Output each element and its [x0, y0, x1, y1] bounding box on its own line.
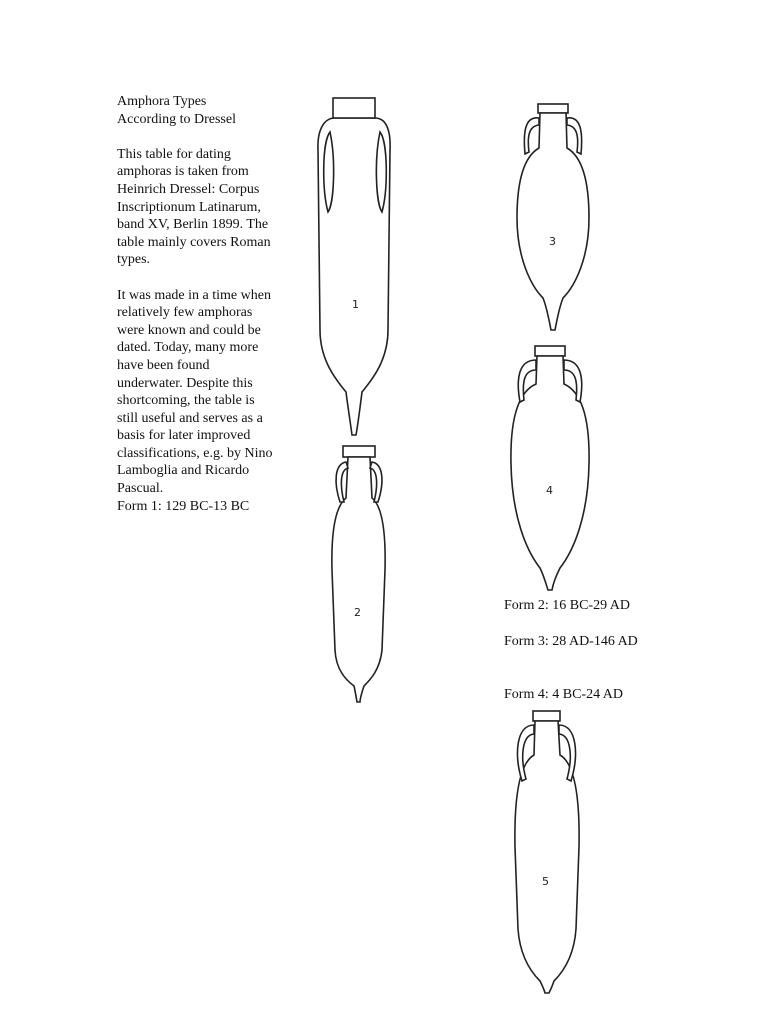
- intro-paragraph-1: This table for dating amphoras is taken from Heinrich Dressel: Corpus Inscriptionum Latinarum, band XV, Berlin 1899. The table mainly covers Roman types.: [117, 146, 271, 268]
- form-1-caption: Form 1: 129 BC-13 BC: [117, 498, 250, 514]
- amphora-1-handle-right: [376, 132, 386, 212]
- form-4-caption: Form 4: 4 BC-24 AD: [504, 687, 624, 702]
- amphora-5-number: 5: [542, 875, 549, 888]
- title-line-1: Amphora Types: [117, 94, 207, 109]
- intro-paragraph-2: It was made in a time when relatively few amphoras were known and could be dated. Today, many more have been found underwater. Despite this shortcoming, the table is still useful and serves as a basis for later improved classifications, e.g. by Nino Lamboglia and Ricardo Pascual.: [117, 287, 273, 497]
- document-title: [117, 93, 277, 128]
- amphora-form-4-drawing: [500, 340, 600, 595]
- amphora-form-3-drawing: [505, 98, 600, 338]
- title-line-2: According to Dressel: [117, 111, 236, 127]
- amphora-3-number: 3: [549, 235, 556, 248]
- amphora-1-handle-left: [324, 132, 334, 212]
- amphora-form-5-drawing: [500, 707, 595, 997]
- intro-text-column: [117, 93, 277, 515]
- amphora-form-2-drawing: [320, 440, 400, 705]
- amphora-1-rim: [333, 98, 375, 118]
- form-3-caption: Form 3: 28 AD-146 AD: [504, 634, 638, 649]
- form-2-caption: Form 2: 16 BC-29 AD: [504, 598, 631, 613]
- amphora-4-number: 4: [546, 484, 553, 497]
- amphora-2-number: 2: [354, 606, 361, 619]
- amphora-3-rim: [538, 104, 568, 113]
- amphora-4-rim: [535, 346, 565, 356]
- amphora-2-rim: [343, 446, 375, 457]
- amphora-5-rim: [533, 711, 560, 721]
- amphora-form-1-drawing: [300, 90, 410, 440]
- amphora-1-number: 1: [352, 298, 359, 311]
